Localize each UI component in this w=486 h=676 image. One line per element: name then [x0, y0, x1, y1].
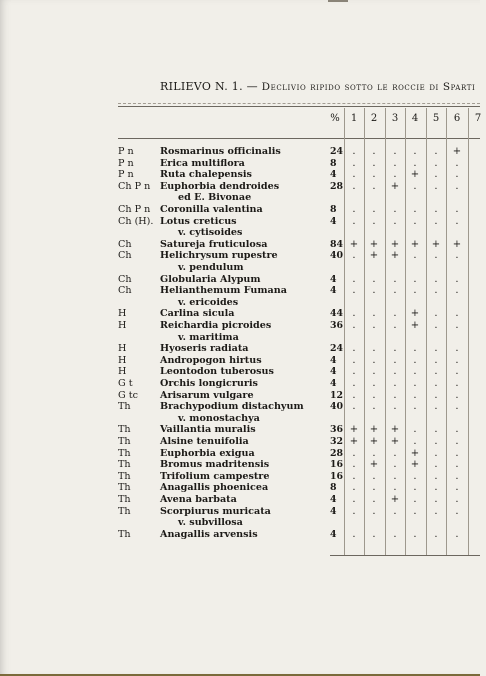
table-row	[0, 529, 480, 541]
sample-cell: .	[352, 378, 356, 389]
sample-cell: .	[413, 401, 417, 413]
species-name: Vaillantia muralis	[160, 424, 256, 436]
sample-cell: .	[455, 169, 459, 181]
sample-cell: .	[372, 494, 376, 505]
sample-cell: .	[393, 343, 397, 355]
frequency-percent: 28	[330, 447, 344, 459]
sample-cell: .	[393, 215, 397, 227]
life-form-code: Th	[118, 482, 131, 494]
sample-cell: .	[455, 180, 459, 192]
sample-cell: .	[434, 215, 438, 227]
sample-cell: .	[455, 505, 459, 517]
life-form-code: G tc	[118, 389, 138, 401]
life-form-code: H	[118, 354, 127, 366]
species-name: Helianthemum Fumana	[160, 285, 287, 297]
species-name: Brachypodium distachyum	[160, 401, 304, 413]
sample-cell: .	[455, 482, 459, 494]
life-form-code: P n	[118, 146, 134, 157]
life-form-code: H	[118, 343, 127, 355]
sample-cell: .	[372, 308, 376, 320]
life-form-code: Ch P n	[118, 204, 151, 215]
top-rule	[118, 106, 480, 107]
species-name: Orchis longicruris	[160, 378, 258, 389]
table-row	[0, 482, 480, 494]
species-name: Arisarum vulgare	[160, 389, 254, 401]
sample-cell: .	[434, 505, 438, 517]
life-form-code: H	[118, 308, 127, 320]
sample-cell: .	[455, 528, 459, 540]
table-row	[0, 343, 480, 355]
frequency-percent: 36	[330, 320, 344, 331]
table-row	[0, 227, 480, 239]
sample-cell: .	[372, 204, 376, 215]
sample-cell: .	[455, 401, 459, 413]
life-form-code: Th	[118, 505, 131, 517]
sample-cell: .	[393, 470, 397, 482]
frequency-percent: 84	[330, 238, 344, 250]
sample-cell: +	[452, 146, 462, 157]
table-row	[0, 250, 480, 262]
sample-cell: +	[452, 238, 462, 250]
sample-cell: .	[372, 389, 376, 401]
species-variety: v. maritima	[178, 331, 239, 343]
sample-cell: .	[413, 528, 417, 540]
life-form-code: H	[118, 320, 127, 331]
table-row	[0, 158, 480, 170]
sample-cell: .	[413, 204, 417, 215]
table-row	[0, 285, 480, 297]
species-name: Lotus creticus	[160, 215, 237, 227]
life-form-code: P n	[118, 157, 134, 169]
sample-cell: .	[413, 273, 417, 285]
sample-cell: .	[352, 308, 356, 320]
species-variety: v. pendulum	[178, 262, 244, 273]
frequency-percent: 12	[330, 389, 344, 401]
table-row	[0, 413, 480, 425]
col-header-7: 7	[474, 113, 482, 124]
frequency-percent: 24	[330, 146, 344, 157]
sample-cell: .	[455, 494, 459, 505]
col-header-2: 2	[370, 113, 378, 124]
sample-cell: .	[352, 494, 356, 505]
sample-cell: .	[393, 528, 397, 540]
life-form-code: Ch	[118, 250, 132, 262]
sample-cell: .	[352, 157, 356, 169]
sample-cell: .	[372, 285, 376, 297]
sample-cell: .	[372, 273, 376, 285]
sample-cell: .	[413, 389, 417, 401]
table-row	[0, 332, 480, 344]
sample-cell: .	[352, 180, 356, 192]
sample-cell: .	[393, 308, 397, 320]
table-row	[0, 471, 480, 483]
relief-subtitle: Declivio ripido sotto le roccie di Sparti	[261, 81, 476, 93]
species-name: Erica multiflora	[160, 157, 245, 169]
sample-cell: .	[393, 447, 397, 459]
table-row	[0, 401, 480, 413]
species-name: Euphorbia exigua	[160, 447, 255, 459]
sample-cell: .	[352, 354, 356, 366]
table-row	[0, 181, 480, 193]
table-row	[0, 459, 480, 471]
sample-cell: .	[352, 169, 356, 181]
species-name: Bromus madritensis	[160, 459, 270, 471]
sample-cell: .	[455, 378, 459, 389]
table-heading	[160, 80, 475, 93]
table-row	[0, 320, 480, 332]
col-header-percent: %	[330, 113, 340, 124]
sample-cell: .	[413, 285, 417, 297]
sample-cell: .	[455, 389, 459, 401]
species-name: Leontodon tuberosus	[160, 366, 274, 378]
sample-cell: .	[434, 146, 438, 157]
sample-cell: .	[434, 308, 438, 320]
species-variety: v. ericoides	[178, 296, 239, 308]
sample-cell: .	[413, 505, 417, 517]
sample-cell: .	[455, 470, 459, 482]
sample-cell: .	[434, 459, 438, 471]
sample-cell: .	[372, 354, 376, 366]
page-mark	[328, 0, 348, 2]
table-row	[0, 204, 480, 216]
sample-cell: .	[352, 447, 356, 459]
frequency-percent: 4	[330, 169, 337, 181]
life-form-code: H	[118, 366, 127, 378]
species-variety: v. monostachya	[178, 412, 260, 424]
sample-cell: .	[434, 180, 438, 192]
sample-cell: .	[413, 470, 417, 482]
life-form-code: Ch (H).	[118, 215, 154, 227]
sample-cell: .	[413, 250, 417, 262]
sample-cell: .	[352, 285, 356, 297]
bottom-rule	[330, 555, 480, 556]
sample-cell: +	[431, 238, 441, 250]
sample-cell: .	[455, 436, 459, 447]
species-name: Reichardia picroides	[160, 320, 272, 331]
sample-cell: .	[352, 505, 356, 517]
frequency-percent: 8	[330, 204, 337, 215]
table-row	[0, 262, 480, 274]
sample-cell: +	[369, 238, 379, 250]
species-variety: ed E. Bivonae	[178, 192, 252, 204]
sample-cell: +	[410, 447, 420, 459]
life-form-code: Th	[118, 459, 131, 471]
sample-cell: .	[455, 447, 459, 459]
sample-cell: .	[413, 354, 417, 366]
sample-cell: +	[390, 494, 400, 505]
sample-cell: .	[413, 146, 417, 157]
sample-cell: +	[369, 436, 379, 447]
col-header-5: 5	[432, 113, 440, 124]
sample-cell: .	[372, 505, 376, 517]
sample-cell: .	[393, 354, 397, 366]
sample-cell: .	[352, 366, 356, 378]
frequency-percent: 4	[330, 273, 337, 285]
sample-cell: .	[393, 169, 397, 181]
sample-cell: .	[372, 343, 376, 355]
table-row	[0, 308, 480, 320]
species-name: Andropogon hirtus	[160, 354, 262, 366]
species-name: Satureja fruticulosa	[160, 238, 268, 250]
sample-cell: .	[455, 343, 459, 355]
frequency-percent: 28	[330, 180, 344, 192]
sample-cell: .	[455, 273, 459, 285]
table-row	[0, 494, 480, 506]
sample-cell: .	[434, 470, 438, 482]
sample-cell: .	[434, 528, 438, 540]
species-name: Rosmarinus officinalis	[160, 146, 281, 157]
sample-cell: .	[393, 378, 397, 389]
sample-cell: +	[349, 238, 359, 250]
sample-cell: .	[455, 320, 459, 331]
sample-cell: .	[352, 320, 356, 331]
life-form-code: P n	[118, 169, 134, 181]
frequency-percent: 4	[330, 354, 337, 366]
col-header-4: 4	[411, 113, 419, 124]
sample-cell: .	[434, 494, 438, 505]
table-row	[0, 297, 480, 309]
sample-cell: .	[352, 459, 356, 471]
sample-cell: +	[369, 459, 379, 471]
sample-cell: .	[413, 215, 417, 227]
sample-cell: .	[372, 482, 376, 494]
sample-cell: .	[393, 285, 397, 297]
sample-cell: .	[434, 273, 438, 285]
table-row	[0, 192, 480, 204]
sample-cell: .	[434, 320, 438, 331]
sample-cell: .	[393, 482, 397, 494]
sample-cell: .	[434, 204, 438, 215]
species-name: Ruta chalepensis	[160, 169, 252, 181]
sample-cell: .	[372, 157, 376, 169]
sample-cell: .	[413, 378, 417, 389]
sample-cell: .	[372, 146, 376, 157]
sample-cell: .	[393, 157, 397, 169]
sample-cell: .	[455, 157, 459, 169]
frequency-percent: 4	[330, 378, 337, 389]
frequency-percent: 32	[330, 436, 344, 447]
life-form-code: Ch P n	[118, 180, 151, 192]
sample-cell: .	[455, 215, 459, 227]
species-name: Alsine tenuifolia	[160, 436, 249, 447]
sample-cell: .	[352, 250, 356, 262]
sample-cell: .	[372, 378, 376, 389]
frequency-percent: 16	[330, 459, 344, 471]
sample-cell: +	[369, 250, 379, 262]
table-row	[0, 436, 480, 448]
sample-cell: .	[393, 459, 397, 471]
sample-cell: .	[352, 528, 356, 540]
sample-cell: .	[413, 494, 417, 505]
sample-cell: .	[434, 447, 438, 459]
life-form-code: Th	[118, 424, 131, 436]
species-variety: v. subvillosa	[178, 517, 243, 529]
sample-cell: .	[455, 204, 459, 215]
sample-cell: .	[372, 470, 376, 482]
sample-cell: .	[434, 169, 438, 181]
sample-cell: .	[413, 343, 417, 355]
sample-cell: .	[455, 354, 459, 366]
sample-cell: .	[372, 447, 376, 459]
sample-cell: +	[390, 238, 400, 250]
sample-cell: .	[352, 401, 356, 413]
sample-cell: .	[455, 308, 459, 320]
sample-cell: .	[352, 482, 356, 494]
table-row	[0, 169, 480, 181]
table-row	[0, 274, 480, 286]
sample-cell: .	[393, 204, 397, 215]
sample-cell: .	[372, 366, 376, 378]
sample-cell: +	[390, 436, 400, 447]
sample-cell: .	[413, 157, 417, 169]
sample-cell: .	[393, 146, 397, 157]
table-row	[0, 448, 480, 460]
sample-cell: .	[352, 470, 356, 482]
frequency-percent: 4	[330, 366, 337, 378]
frequency-percent: 4	[330, 215, 337, 227]
col-header-3: 3	[391, 113, 399, 124]
species-name: Anagallis phoenicea	[160, 482, 269, 494]
top-dashed-rule	[118, 103, 480, 104]
sample-cell: .	[352, 204, 356, 215]
sample-cell: .	[393, 505, 397, 517]
sample-cell: .	[434, 389, 438, 401]
sample-cell: +	[390, 180, 400, 192]
sample-cell: .	[372, 320, 376, 331]
life-form-code: Th	[118, 436, 131, 447]
table-row	[0, 424, 480, 436]
frequency-percent: 36	[330, 424, 344, 436]
sample-cell: +	[369, 424, 379, 436]
table-row	[0, 517, 480, 529]
sample-cell: .	[434, 354, 438, 366]
sample-cell: .	[434, 250, 438, 262]
frequency-percent: 4	[330, 285, 337, 297]
sample-cell: .	[455, 285, 459, 297]
sample-cell: +	[410, 459, 420, 471]
frequency-percent: 24	[330, 343, 344, 355]
sample-cell: .	[434, 482, 438, 494]
sample-cell: .	[352, 343, 356, 355]
species-name: Hyoseris radiata	[160, 343, 249, 355]
table-row	[0, 390, 480, 402]
life-form-code: G t	[118, 378, 133, 389]
frequency-percent: 4	[330, 505, 337, 517]
sample-cell: .	[455, 459, 459, 471]
relief-title: RILIEVO N. 1. —	[160, 80, 258, 93]
frequency-percent: 16	[330, 470, 344, 482]
table-row	[0, 239, 480, 251]
sample-cell: .	[352, 389, 356, 401]
sample-cell: .	[393, 273, 397, 285]
col-header-1: 1	[350, 113, 358, 124]
species-variety: v. cytisoides	[178, 227, 243, 239]
life-form-code: Th	[118, 494, 131, 505]
species-name: Coronilla valentina	[160, 204, 263, 215]
frequency-percent: 8	[330, 482, 337, 494]
sample-cell: +	[410, 238, 420, 250]
sample-cell: .	[434, 436, 438, 447]
frequency-percent: 4	[330, 494, 337, 505]
table-row	[0, 216, 480, 228]
sample-cell: .	[455, 366, 459, 378]
life-form-code: Ch	[118, 285, 132, 297]
sample-cell: .	[434, 343, 438, 355]
species-name: Avena barbata	[160, 494, 237, 505]
sample-cell: .	[393, 401, 397, 413]
life-form-code: Th	[118, 401, 131, 413]
sample-cell: .	[434, 285, 438, 297]
sample-cell: .	[413, 366, 417, 378]
species-name: Anagallis arvensis	[160, 528, 258, 540]
life-form-code: Ch	[118, 238, 132, 250]
sample-cell: .	[455, 424, 459, 436]
sample-cell: .	[393, 366, 397, 378]
life-form-code: Th	[118, 528, 131, 540]
sample-cell: +	[390, 250, 400, 262]
sample-cell: .	[434, 378, 438, 389]
sample-cell: .	[434, 366, 438, 378]
sample-cell: .	[455, 250, 459, 262]
sample-cell: +	[349, 424, 359, 436]
frequency-percent: 4	[330, 528, 337, 540]
sample-cell: .	[413, 424, 417, 436]
frequency-percent: 8	[330, 157, 337, 169]
table-row	[0, 355, 480, 367]
table-row	[0, 378, 480, 390]
table-row	[0, 506, 480, 518]
sample-cell: +	[390, 424, 400, 436]
sample-cell: .	[434, 424, 438, 436]
species-name: Scorpiurus muricata	[160, 505, 271, 517]
sample-cell: .	[372, 169, 376, 181]
table-row	[0, 146, 480, 158]
species-name: Helichrysum rupestre	[160, 250, 278, 262]
sample-cell: .	[393, 320, 397, 331]
frequency-percent: 40	[330, 401, 344, 413]
sample-cell: .	[372, 401, 376, 413]
table-row	[0, 366, 480, 378]
sample-cell: .	[413, 180, 417, 192]
life-form-code: Th	[118, 447, 131, 459]
sample-cell: .	[413, 436, 417, 447]
sample-cell: .	[352, 215, 356, 227]
species-name: Trifolium campestre	[160, 470, 270, 482]
sample-cell: .	[434, 157, 438, 169]
sample-cell: .	[372, 180, 376, 192]
sample-cell: +	[410, 308, 420, 320]
sample-cell: .	[434, 401, 438, 413]
frequency-percent: 40	[330, 250, 344, 262]
species-name: Globularia Alypum	[160, 273, 261, 285]
species-name: Euphorbia dendroides	[160, 180, 280, 192]
life-form-code: Ch	[118, 273, 132, 285]
col-header-6: 6	[453, 113, 461, 124]
sample-cell: .	[352, 146, 356, 157]
sample-cell: .	[413, 482, 417, 494]
sample-cell: +	[410, 169, 420, 181]
sample-cell: +	[410, 320, 420, 331]
species-name: Carlina sicula	[160, 308, 235, 320]
sample-cell: +	[349, 436, 359, 447]
sample-cell: .	[352, 273, 356, 285]
frequency-percent: 44	[330, 308, 344, 320]
sample-cell: .	[393, 389, 397, 401]
sample-cell: .	[372, 215, 376, 227]
sample-cell: .	[372, 528, 376, 540]
life-form-code: Th	[118, 470, 131, 482]
